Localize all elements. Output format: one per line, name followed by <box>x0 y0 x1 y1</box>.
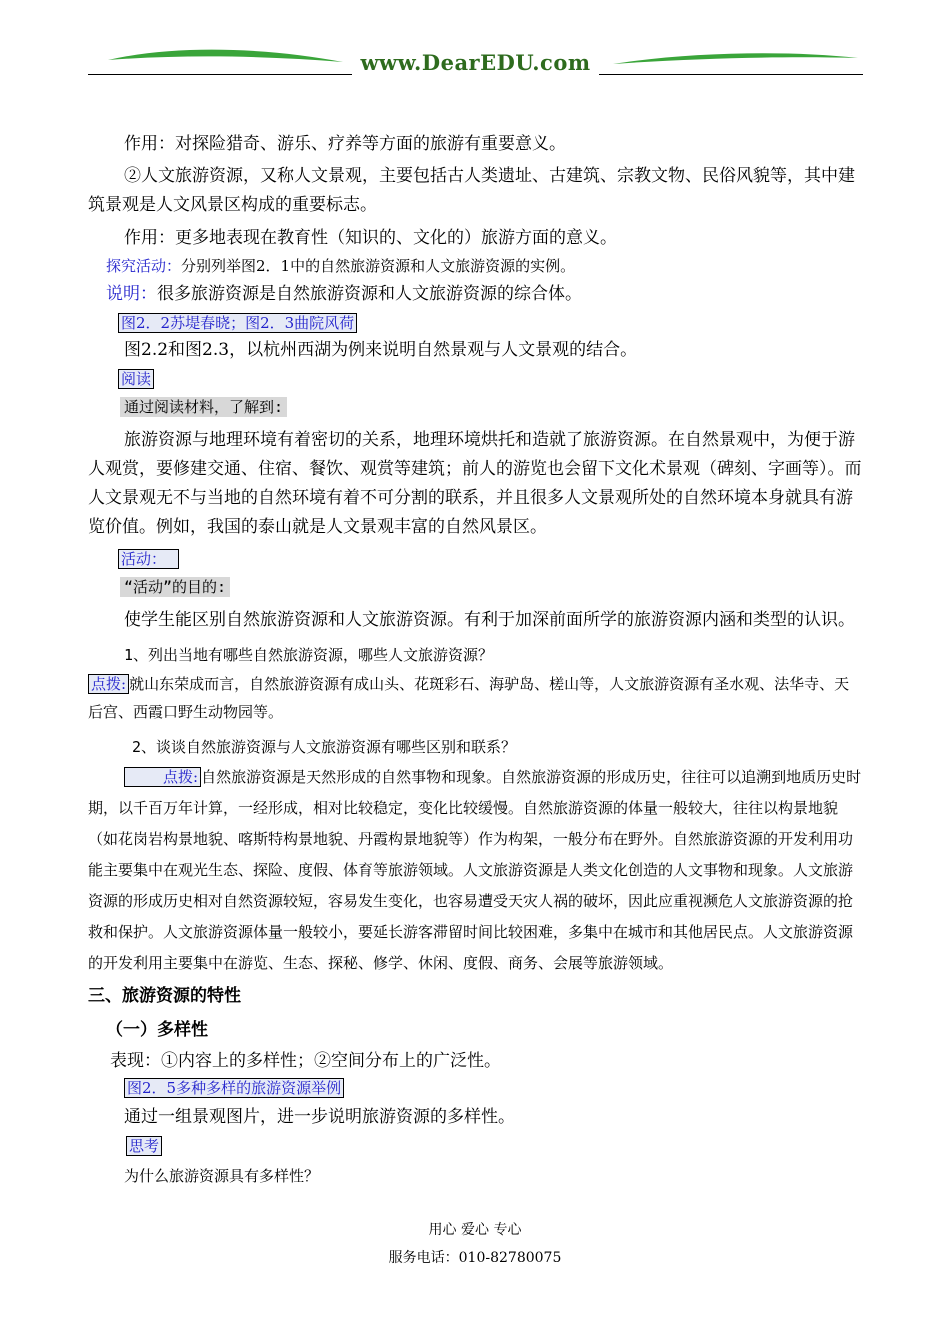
paragraph: 点拨: 就山东荣成而言，自然旅游资源有成山头、花斑彩石、海驴岛、槎山等，人文旅游资源有圣水观、法华寺、天后宫、西霞口野生动物园等。 <box>88 675 850 721</box>
paragraph: 探究活动：分别列举图2．1中的自然旅游资源和人文旅游资源的实例。 <box>106 257 576 275</box>
subsection-heading: （一）多样性 <box>106 1020 208 1040</box>
label: 探究活动： <box>106 257 182 275</box>
section-tag: 阅读 <box>118 369 154 389</box>
paragraph: 作用：更多地表现在教育性（知识的、文化的）旅游方面的意义。 <box>124 228 617 248</box>
paragraph: 图2.2和图2.3，以杭州西湖为例来说明自然景观与人文景观的结合。 <box>124 340 638 360</box>
section-heading: 三、旅游资源的特性 <box>88 986 241 1006</box>
page-footer <box>0 1216 950 1272</box>
paragraph: 旅游资源与地理环境有着密切的关系，地理环境烘托和造就了旅游资源。在自然景观中，为便于游人观赏，要修建交通、住宿、餐饮、观赏等建筑；前人的游览也会留下文化术景观（碑刻、字画等）。而人文景观无不与当地的自然环境有着不可分割的联系，并且很多人文景观所处的自然环境本身就具有游览价值。例如，我国的泰山就是人文景观丰富的自然风景区。 <box>88 430 862 537</box>
paragraph: 通过一组景观图片，进一步说明旅游资源的多样性。 <box>124 1107 515 1127</box>
footer-phone: 服务电话：010-82780075 <box>388 1250 562 1266</box>
label: 说明： <box>106 284 157 304</box>
section-tag: 思考 <box>126 1136 162 1156</box>
figure-ref-box: 图2．5多种多样的旅游资源举例 <box>124 1078 344 1098</box>
paragraph: 作用：对探险猎奇、游乐、疗养等方面的旅游有重要意义。 <box>124 134 566 154</box>
question: 为什么旅游资源具有多样性？ <box>124 1167 320 1185</box>
paragraph: 表现：①内容上的多样性；②空间分布上的广泛性。 <box>110 1051 501 1071</box>
footer-slogan: 用心 爱心 专心 <box>428 1222 522 1238</box>
highlight-note: 通过阅读材料，了解到: <box>120 397 287 417</box>
highlight-note: “活动”的目的: <box>120 577 230 597</box>
question: 1、列出当地有哪些自然旅游资源，哪些人文旅游资源？ <box>124 646 494 664</box>
paragraph: 使学生能区别自然旅游资源和人文旅游资源。有利于加深前面所学的旅游资源内涵和类型的认识。 <box>124 610 855 630</box>
document-body <box>88 128 863 1191</box>
tip-label: 点拨: <box>88 674 129 694</box>
paragraph: 点拨: 自然旅游资源是天然形成的自然事物和现象。自然旅游资源的形成历史，往往可以追溯到地质历史时期，以千百万年计算，一经形成，相对比较稳定，变化比较缓慢。自然旅游资源的体量一般较大，往往以构景地貌（如花岗岩构景地貌、喀斯特构景地貌、丹霞构景地貌等）作为构架，一般分布在野外。自然旅游资源的开发利用功能主要集中在观光生态、探险、度假、体育等旅游领域。人文旅游资源是人类文化创造的人文事物和现象。人文旅游资源的形成历史相对自然资源较短，容易发生变化，也容易遭受天灾人祸的破坏，因此应重视濒危人文旅游资源的抢救和保护。人文旅游资源体量一般较小，要延长游客滞留时间比较困难，多集中在城市和其他居民点。人文旅游资源的开发利用主要集中在游览、生态、探秘、修学、休闲、度假、商务、会展等旅游领域。 <box>88 768 862 972</box>
site-logo: www.DearEDU.com <box>88 50 863 75</box>
section-tag: 活动： <box>118 549 179 569</box>
figure-ref-box: 图2．2苏堤春晓；图2．3曲院风荷 <box>118 313 357 333</box>
paragraph: ②人文旅游资源，又称人文景观，主要包括古人类遗址、古建筑、宗教文物、民俗风貌等，其中建筑景观是人文风景区构成的重要标志。 <box>88 166 855 215</box>
page-header <box>88 38 863 80</box>
paragraph: 说明：很多旅游资源是自然旅游资源和人文旅游资源的综合体。 <box>106 284 582 304</box>
tip-label: 点拨: <box>124 767 201 787</box>
question: 2、谈谈自然旅游资源与人文旅游资源有哪些区别和联系？ <box>132 738 517 756</box>
